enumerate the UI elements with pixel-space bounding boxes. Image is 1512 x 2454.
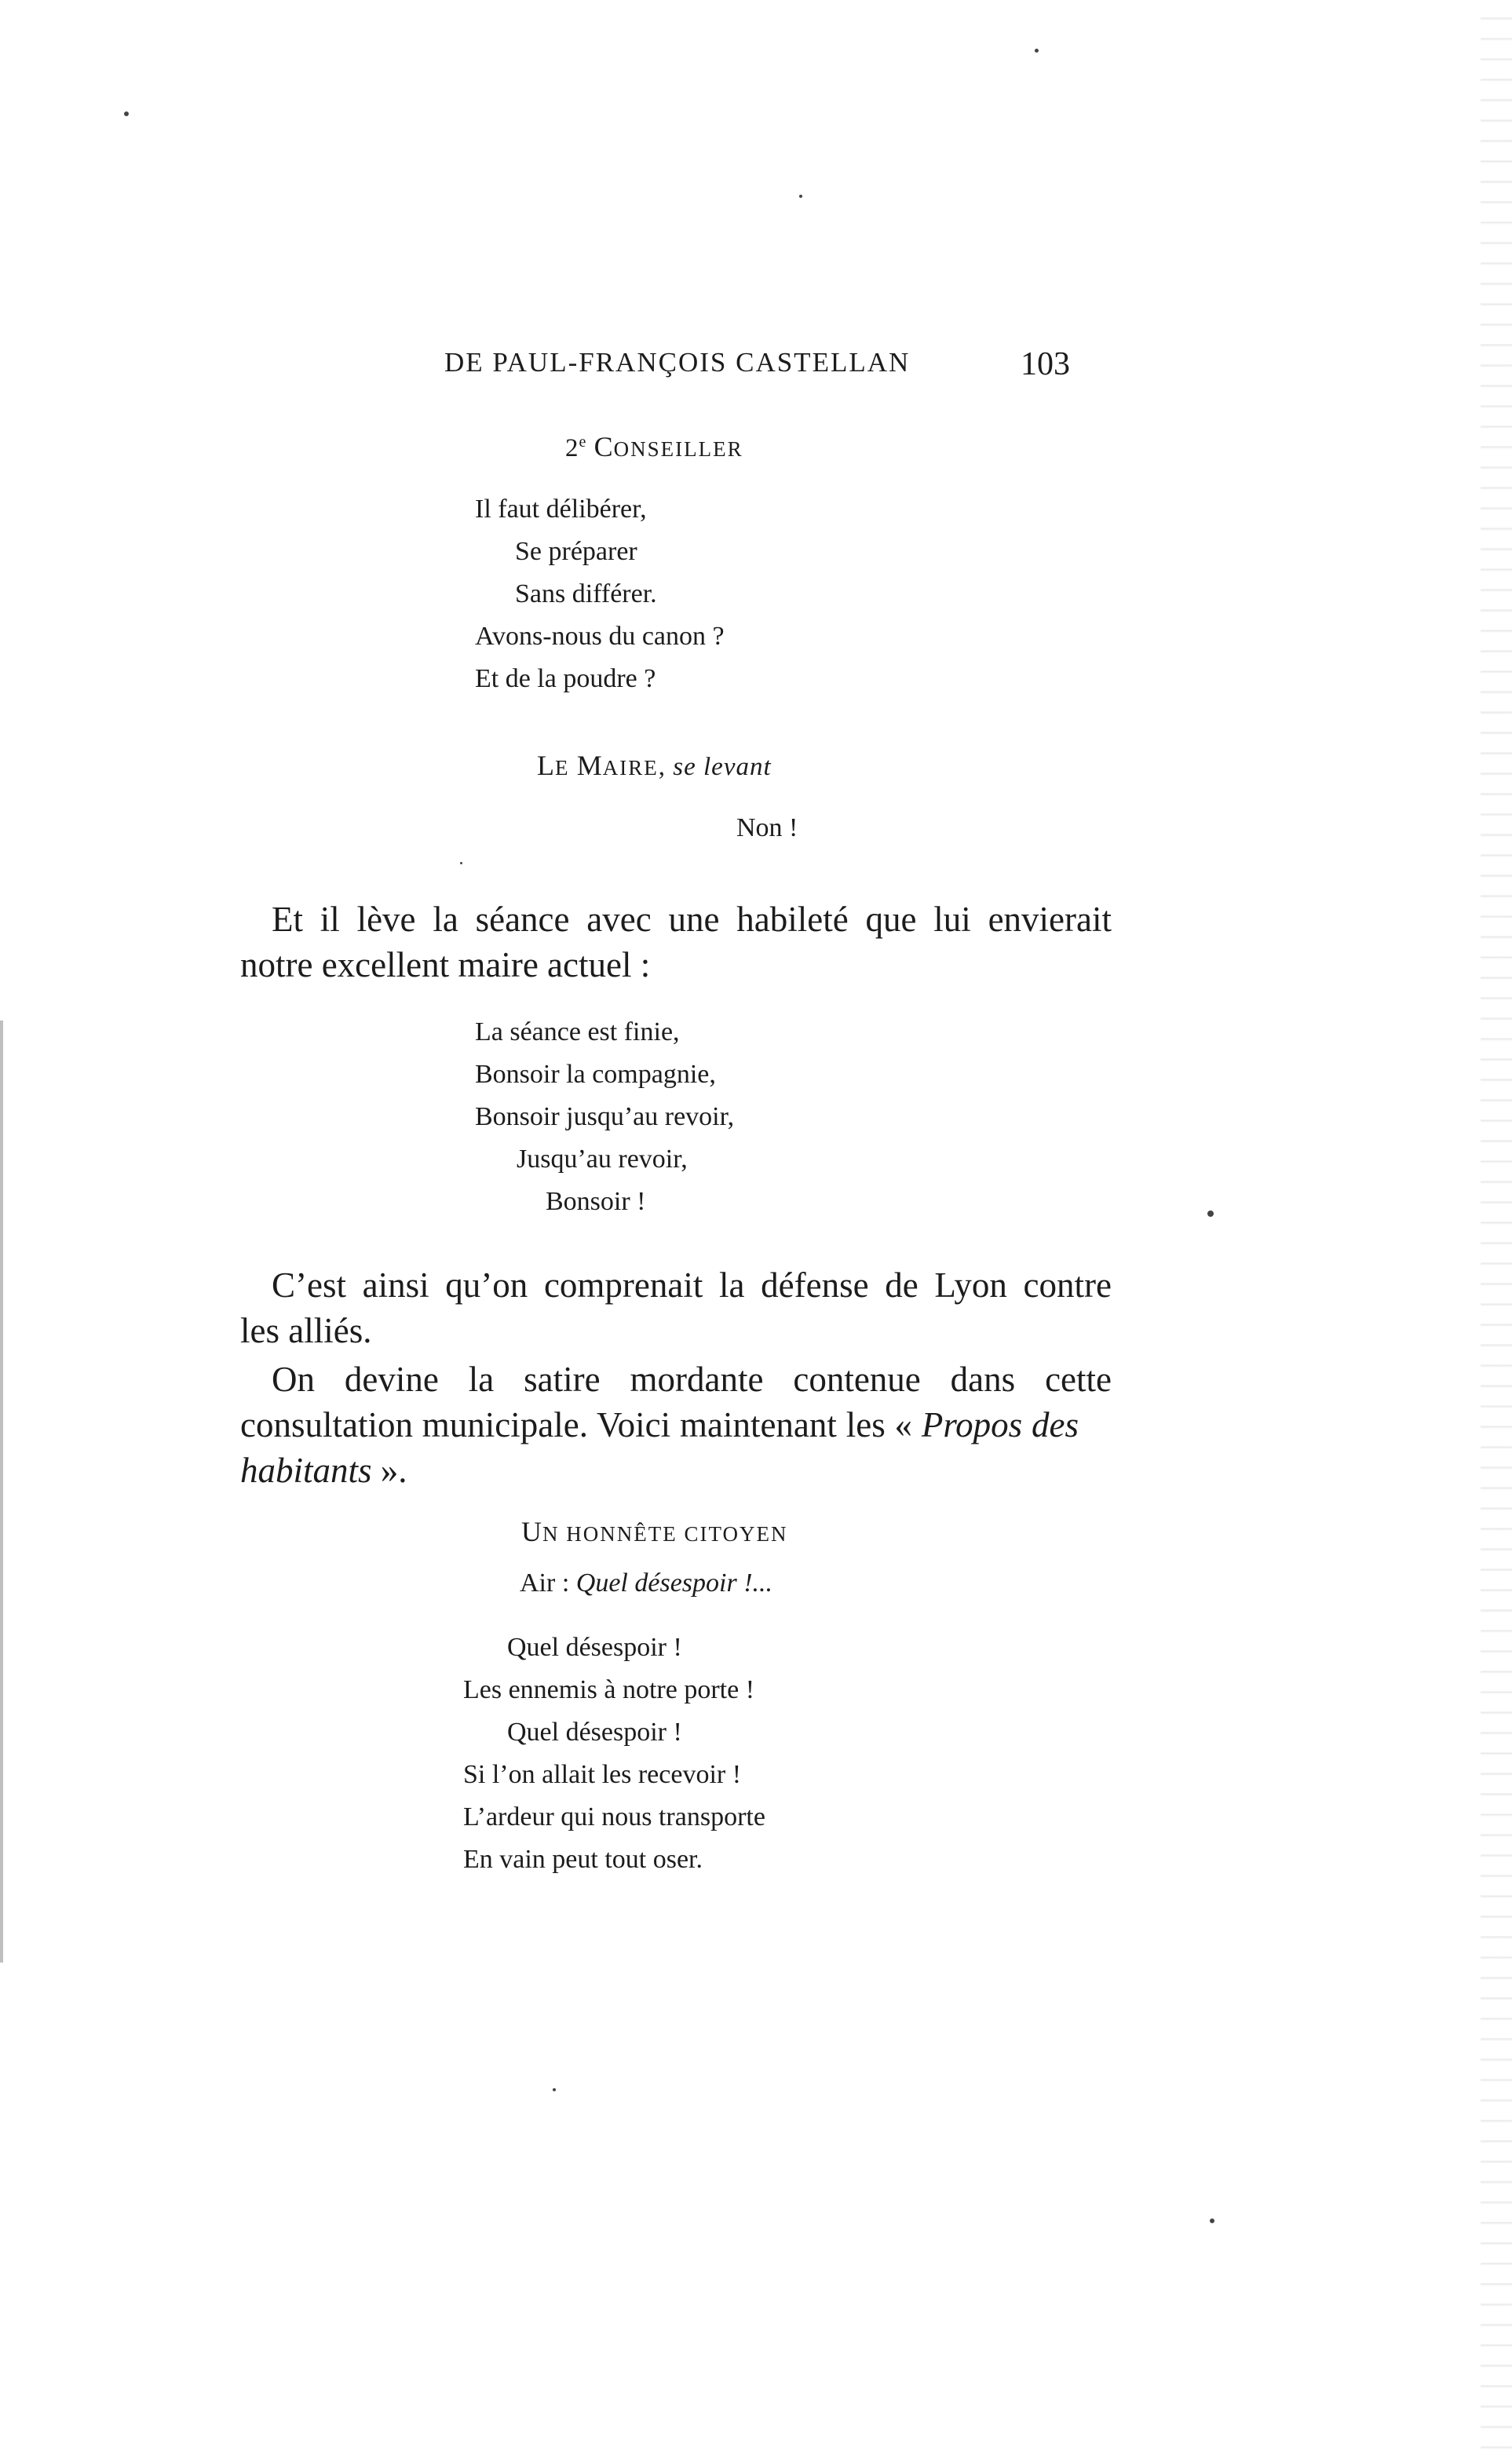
left-edge-line	[0, 1021, 3, 1963]
verse-line: Les ennemis à notre porte !	[463, 1675, 755, 1704]
page-edge-shadow	[1481, 0, 1512, 2454]
air-indication	[520, 1568, 772, 1598]
air-title: Quel désespoir !...	[575, 1568, 773, 1598]
prose-paragraph	[272, 1262, 1112, 1308]
verse-line: L’ardeur qui nous transporte	[463, 1802, 765, 1831]
prose-paragraph	[272, 897, 1112, 942]
speaker-cap: U	[521, 1516, 542, 1547]
prose-paragraph	[240, 942, 650, 988]
prose-line: On devine la satire mordante contenue dans cette	[272, 1360, 1112, 1399]
speaker-ordinal-sup: e	[579, 433, 587, 451]
speaker-second-councillor	[565, 430, 743, 463]
speaker-rest: ONSEILLER	[613, 437, 743, 461]
speck	[124, 111, 129, 116]
speaker-citizen	[521, 1515, 787, 1548]
prose-line-text: ».	[371, 1451, 407, 1490]
verse-line: En vain peut tout oser.	[463, 1845, 703, 1874]
speck	[799, 195, 802, 198]
prose-italic: Propos des	[921, 1405, 1079, 1444]
verse-line: Non !	[736, 813, 798, 842]
prose-paragraph	[240, 1308, 371, 1353]
speaker-rest: N HONNÊTE CITOYEN	[542, 1522, 788, 1546]
air-label: Air :	[520, 1568, 576, 1598]
verse-line: Quel désespoir !	[507, 1718, 682, 1747]
prose-line: les alliés.	[240, 1311, 372, 1350]
prose-paragraph	[240, 1448, 407, 1493]
verse-line: Sans différer.	[515, 579, 657, 608]
prose-line	[240, 1402, 1079, 1448]
speaker-ordinal: 2	[565, 434, 579, 462]
verse-line: La séance est finie,	[475, 1017, 680, 1046]
verse-line: Avons-nous du canon ?	[475, 622, 725, 651]
verse-line: Bonsoir !	[546, 1187, 646, 1216]
stage-direction: se levant	[673, 753, 772, 781]
verse-line: Quel désespoir !	[507, 1633, 682, 1662]
prose-paragraph	[272, 1357, 1112, 1402]
prose-line: Et il lève la séance avec une habileté que lui envierait	[272, 900, 1112, 939]
speck	[1207, 1211, 1214, 1217]
running-title: DE PAUL-FRANÇOIS CASTELLAN	[444, 347, 911, 378]
page-number: 103	[1021, 346, 1070, 382]
prose-italic: habitants	[240, 1451, 372, 1490]
prose-line: C’est ainsi qu’on comprenait la défense de Lyon contre	[272, 1265, 1112, 1305]
verse-line: Se préparer	[515, 537, 637, 566]
verse-line: Bonsoir la compagnie,	[475, 1060, 716, 1089]
speck	[1210, 2218, 1214, 2223]
speaker-rest: E	[555, 756, 570, 780]
speck	[553, 2088, 556, 2091]
verse-line: Si l’on allait les recevoir !	[463, 1760, 742, 1789]
speaker-rest: AIRE	[602, 756, 659, 780]
prose-line-text: consultation municipale. Voici maintenant les «	[240, 1405, 922, 1444]
speck	[1035, 49, 1039, 53]
speaker-mayor: LE MAIRE, se levant	[537, 750, 772, 781]
speaker-cap: L	[537, 750, 555, 781]
verse-line: Jusqu’au revoir,	[517, 1145, 688, 1174]
prose-line: notre excellent maire actuel :	[240, 945, 651, 984]
verse-line: Il faut délibérer,	[475, 495, 647, 524]
verse-line: Bonsoir jusqu’au revoir,	[475, 1102, 735, 1131]
speaker-cap: C	[593, 431, 614, 462]
prose-paragraph	[240, 1402, 1079, 1448]
verse-line: Et de la poudre ?	[475, 664, 656, 693]
speck	[460, 862, 462, 864]
speaker-cap: M	[576, 750, 603, 781]
